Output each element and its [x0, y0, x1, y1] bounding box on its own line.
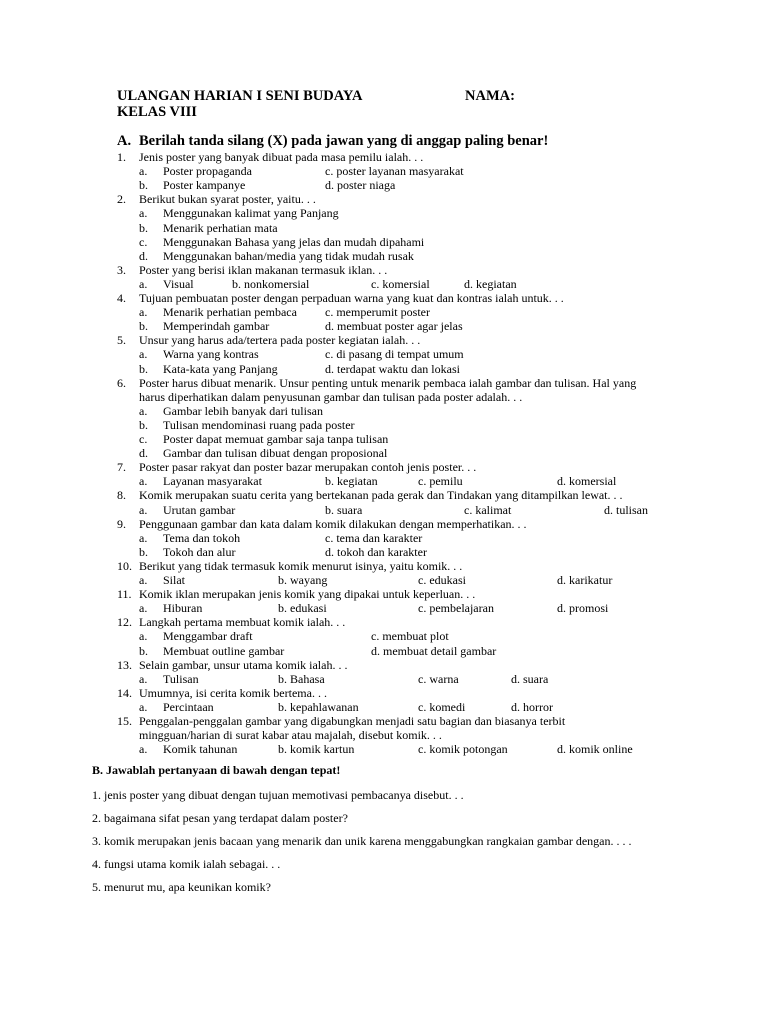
answer-option: c. komedi	[418, 699, 466, 714]
question-number: 2.	[117, 192, 126, 207]
answer-option: b. wayang	[278, 573, 328, 587]
question-text-continued: mingguan/harian di surat kabar atau majalah, disebut komik. . .	[139, 728, 442, 743]
essay-question-3: 3. komik merupakan jenis bacaan yang menarik dan unik karena menggabungkan rangkaian gambar dengan. . . .	[92, 834, 632, 848]
question-number: 14.	[117, 685, 132, 700]
section-a-title: Berilah tanda silang (X) pada jawan yang di anggap paling benar!	[139, 133, 549, 149]
option-letter: a.	[139, 601, 148, 616]
question-text: Langkah pertama membuat komik ialah. . .	[139, 615, 346, 630]
option-letter: a.	[139, 474, 148, 489]
answer-option: c. komik potongan	[418, 742, 508, 757]
option-letter: c.	[139, 432, 148, 446]
answer-option: b. suara	[325, 502, 363, 517]
option-text: Komik tahunan	[163, 742, 238, 757]
option-text: Hiburan	[163, 601, 203, 616]
question-text: Penggunaan gambar dan kata dalam komik dilakukan dengan memperhatikan. . .	[139, 516, 527, 531]
answer-option: c. pembelajaran	[418, 601, 494, 616]
question-text: Berikut bukan syarat poster, yaitu. . .	[139, 192, 316, 207]
question-text: Jenis poster yang banyak dibuat pada masa pemilu ialah. . .	[139, 150, 424, 164]
question-text: Penggalan-penggalan gambar yang digabungkan menjadi satu bagian dan biasanya terbit	[139, 714, 566, 728]
question-text: Poster harus dibuat menarik. Unsur penting untuk menarik pembaca ialah gambar dan tulisan. Hal yang	[139, 375, 637, 390]
question-text: Komik iklan merupakan jenis komik yang dipakai untuk keperluan. . .	[139, 587, 476, 602]
question-text: Umumnya, isi cerita komik bertema. . .	[139, 685, 327, 700]
exam-title: ULANGAN HARIAN I SENI BUDAYA	[117, 88, 363, 104]
option-letter: a.	[139, 699, 148, 714]
option-letter: a.	[139, 502, 148, 517]
answer-option: d. suara	[511, 671, 549, 686]
option-text: Percintaan	[163, 699, 214, 714]
option-text: Menarik perhatian mata	[163, 220, 278, 235]
answer-option: d. horror	[511, 699, 553, 714]
answer-option: d. poster niaga	[325, 178, 396, 193]
question-text: Tujuan pembuatan poster dengan perpaduan warna yang kuat dan kontras ialah untuk. . .	[139, 291, 564, 305]
option-letter: a.	[139, 573, 148, 587]
option-letter: d.	[139, 248, 148, 263]
answer-option: b. kegiatan	[325, 474, 378, 489]
essay-question-5: 5. menurut mu, apa keunikan komik?	[92, 880, 271, 894]
answer-option: b. nonkomersial	[232, 276, 310, 291]
option-letter: b.	[139, 361, 148, 376]
answer-option: b. edukasi	[278, 601, 327, 616]
option-text: Gambar lebih banyak dari tulisan	[163, 403, 323, 418]
answer-option: c. membuat plot	[371, 629, 449, 644]
option-letter: a.	[139, 403, 148, 418]
answer-option: d. promosi	[557, 601, 609, 616]
option-letter: b.	[139, 417, 148, 432]
option-text: Urutan gambar	[163, 502, 236, 517]
option-letter: a.	[139, 206, 148, 221]
option-text: Tulisan	[163, 671, 199, 686]
option-text: Gambar dan tulisan dibuat dengan proposional	[163, 446, 388, 461]
option-letter: b.	[139, 220, 148, 235]
option-text: Warna yang kontras	[163, 347, 259, 362]
question-number: 3.	[117, 262, 126, 277]
question-number: 8.	[117, 488, 126, 503]
name-label: NAMA:	[465, 88, 515, 104]
answer-option: c. warna	[418, 671, 459, 686]
option-text: Menggambar draft	[163, 629, 253, 644]
option-letter: c.	[139, 234, 148, 249]
question-number: 4.	[117, 291, 126, 305]
question-text: Komik merupakan suatu cerita yang bertekanan pada gerak dan Tindakan yang ditampilkan lewat. . .	[139, 488, 623, 503]
option-text: Menggunakan kalimat yang Panjang	[163, 206, 339, 221]
answer-option: d. tokoh dan karakter	[325, 544, 427, 559]
option-letter: a.	[139, 530, 148, 545]
option-text: Layanan masyarakat	[163, 474, 262, 489]
answer-option: b. kepahlawanan	[278, 699, 359, 714]
option-text: Tokoh dan alur	[163, 544, 236, 559]
question-text-continued: harus diperhatikan dalam penyusunan gambar dan tulisan pada poster adalah. . .	[139, 389, 523, 404]
option-text: Membuat outline gambar	[163, 643, 285, 658]
answer-option: d. kegiatan	[464, 276, 517, 291]
answer-option: d. komik online	[557, 742, 633, 757]
answer-option: d. terdapat waktu dan lokasi	[325, 361, 460, 376]
question-text: Selain gambar, unsur utama komik ialah. . .	[139, 657, 348, 672]
answer-option: d. karikatur	[557, 573, 613, 587]
question-number: 1.	[117, 150, 126, 164]
answer-option: c. komersial	[371, 276, 430, 291]
option-text: Tema dan tokoh	[163, 530, 241, 545]
option-letter: b.	[139, 178, 148, 193]
section-b-heading: B. Jawablah pertanyaan di bawah dengan tepat!	[92, 763, 341, 777]
answer-option: c. tema dan karakter	[325, 530, 423, 545]
option-letter: a.	[139, 347, 148, 362]
answer-option: d. membuat poster agar jelas	[325, 319, 463, 334]
answer-option: d. komersial	[557, 474, 617, 489]
answer-option: b. komik kartun	[278, 742, 355, 757]
section-a-letter: A.	[117, 133, 132, 149]
question-text: Berikut yang tidak termasuk komik menurut isinya, yaitu komik. . .	[139, 558, 463, 573]
option-text: Poster dapat memuat gambar saja tanpa tulisan	[163, 432, 389, 446]
answer-option: d. tulisan	[604, 502, 648, 517]
question-number: 7.	[117, 460, 126, 475]
option-text: Visual	[163, 276, 194, 291]
option-text: Tulisan mendominasi ruang pada poster	[163, 417, 355, 432]
answer-option: c. kalimat	[464, 502, 512, 517]
question-number: 9.	[117, 516, 126, 531]
option-text: Silat	[163, 573, 186, 587]
essay-question-2: 2. bagaimana sifat pesan yang terdapat dalam poster?	[92, 811, 348, 825]
question-text: Poster yang berisi iklan makanan termasuk iklan. . .	[139, 262, 388, 277]
option-text: Memperindah gambar	[163, 319, 270, 334]
class-label: KELAS VIII	[117, 104, 197, 120]
option-letter: b.	[139, 544, 148, 559]
question-number: 5.	[117, 333, 126, 348]
option-text: Menggunakan Bahasa yang jelas dan mudah dipahami	[163, 234, 425, 249]
answer-option: c. memperumit poster	[325, 305, 430, 320]
option-text: Menarik perhatian pembaca	[163, 305, 297, 320]
question-number: 13.	[117, 657, 132, 672]
option-text: Poster kampanye	[163, 178, 246, 193]
question-number: 10.	[117, 558, 132, 573]
option-letter: a.	[139, 164, 148, 179]
answer-option: b. Bahasa	[278, 671, 325, 686]
option-letter: a.	[139, 305, 148, 320]
answer-option: c. pemilu	[418, 474, 463, 489]
option-letter: d.	[139, 446, 148, 461]
option-letter: b.	[139, 643, 148, 658]
option-text: Kata-kata yang Panjang	[163, 361, 278, 376]
question-number: 15.	[117, 714, 132, 728]
question-number: 12.	[117, 615, 132, 630]
option-letter: b.	[139, 319, 148, 334]
option-letter: a.	[139, 276, 148, 291]
answer-option: c. di pasang di tempat umum	[325, 347, 464, 362]
question-number: 11.	[117, 587, 132, 602]
essay-question-4: 4. fungsi utama komik ialah sebagai. . .	[92, 857, 281, 871]
option-text: Poster propaganda	[163, 164, 252, 179]
option-letter: a.	[139, 671, 148, 686]
option-letter: a.	[139, 742, 148, 757]
option-text: Menggunakan bahan/media yang tidak mudah rusak	[163, 248, 414, 263]
answer-option: c. poster layanan masyarakat	[325, 164, 464, 179]
question-text: Unsur yang harus ada/tertera pada poster kegiatan ialah. . .	[139, 333, 421, 348]
question-number: 6.	[117, 375, 126, 390]
answer-option: c. edukasi	[418, 573, 466, 587]
essay-question-1: 1. jenis poster yang dibuat dengan tujuan memotivasi pembacanya disebut. . .	[92, 788, 464, 802]
option-letter: a.	[139, 629, 148, 644]
section-a-heading	[117, 133, 548, 150]
answer-option: d. membuat detail gambar	[371, 643, 497, 658]
question-text: Poster pasar rakyat dan poster bazar merupakan contoh jenis poster. . .	[139, 460, 477, 475]
